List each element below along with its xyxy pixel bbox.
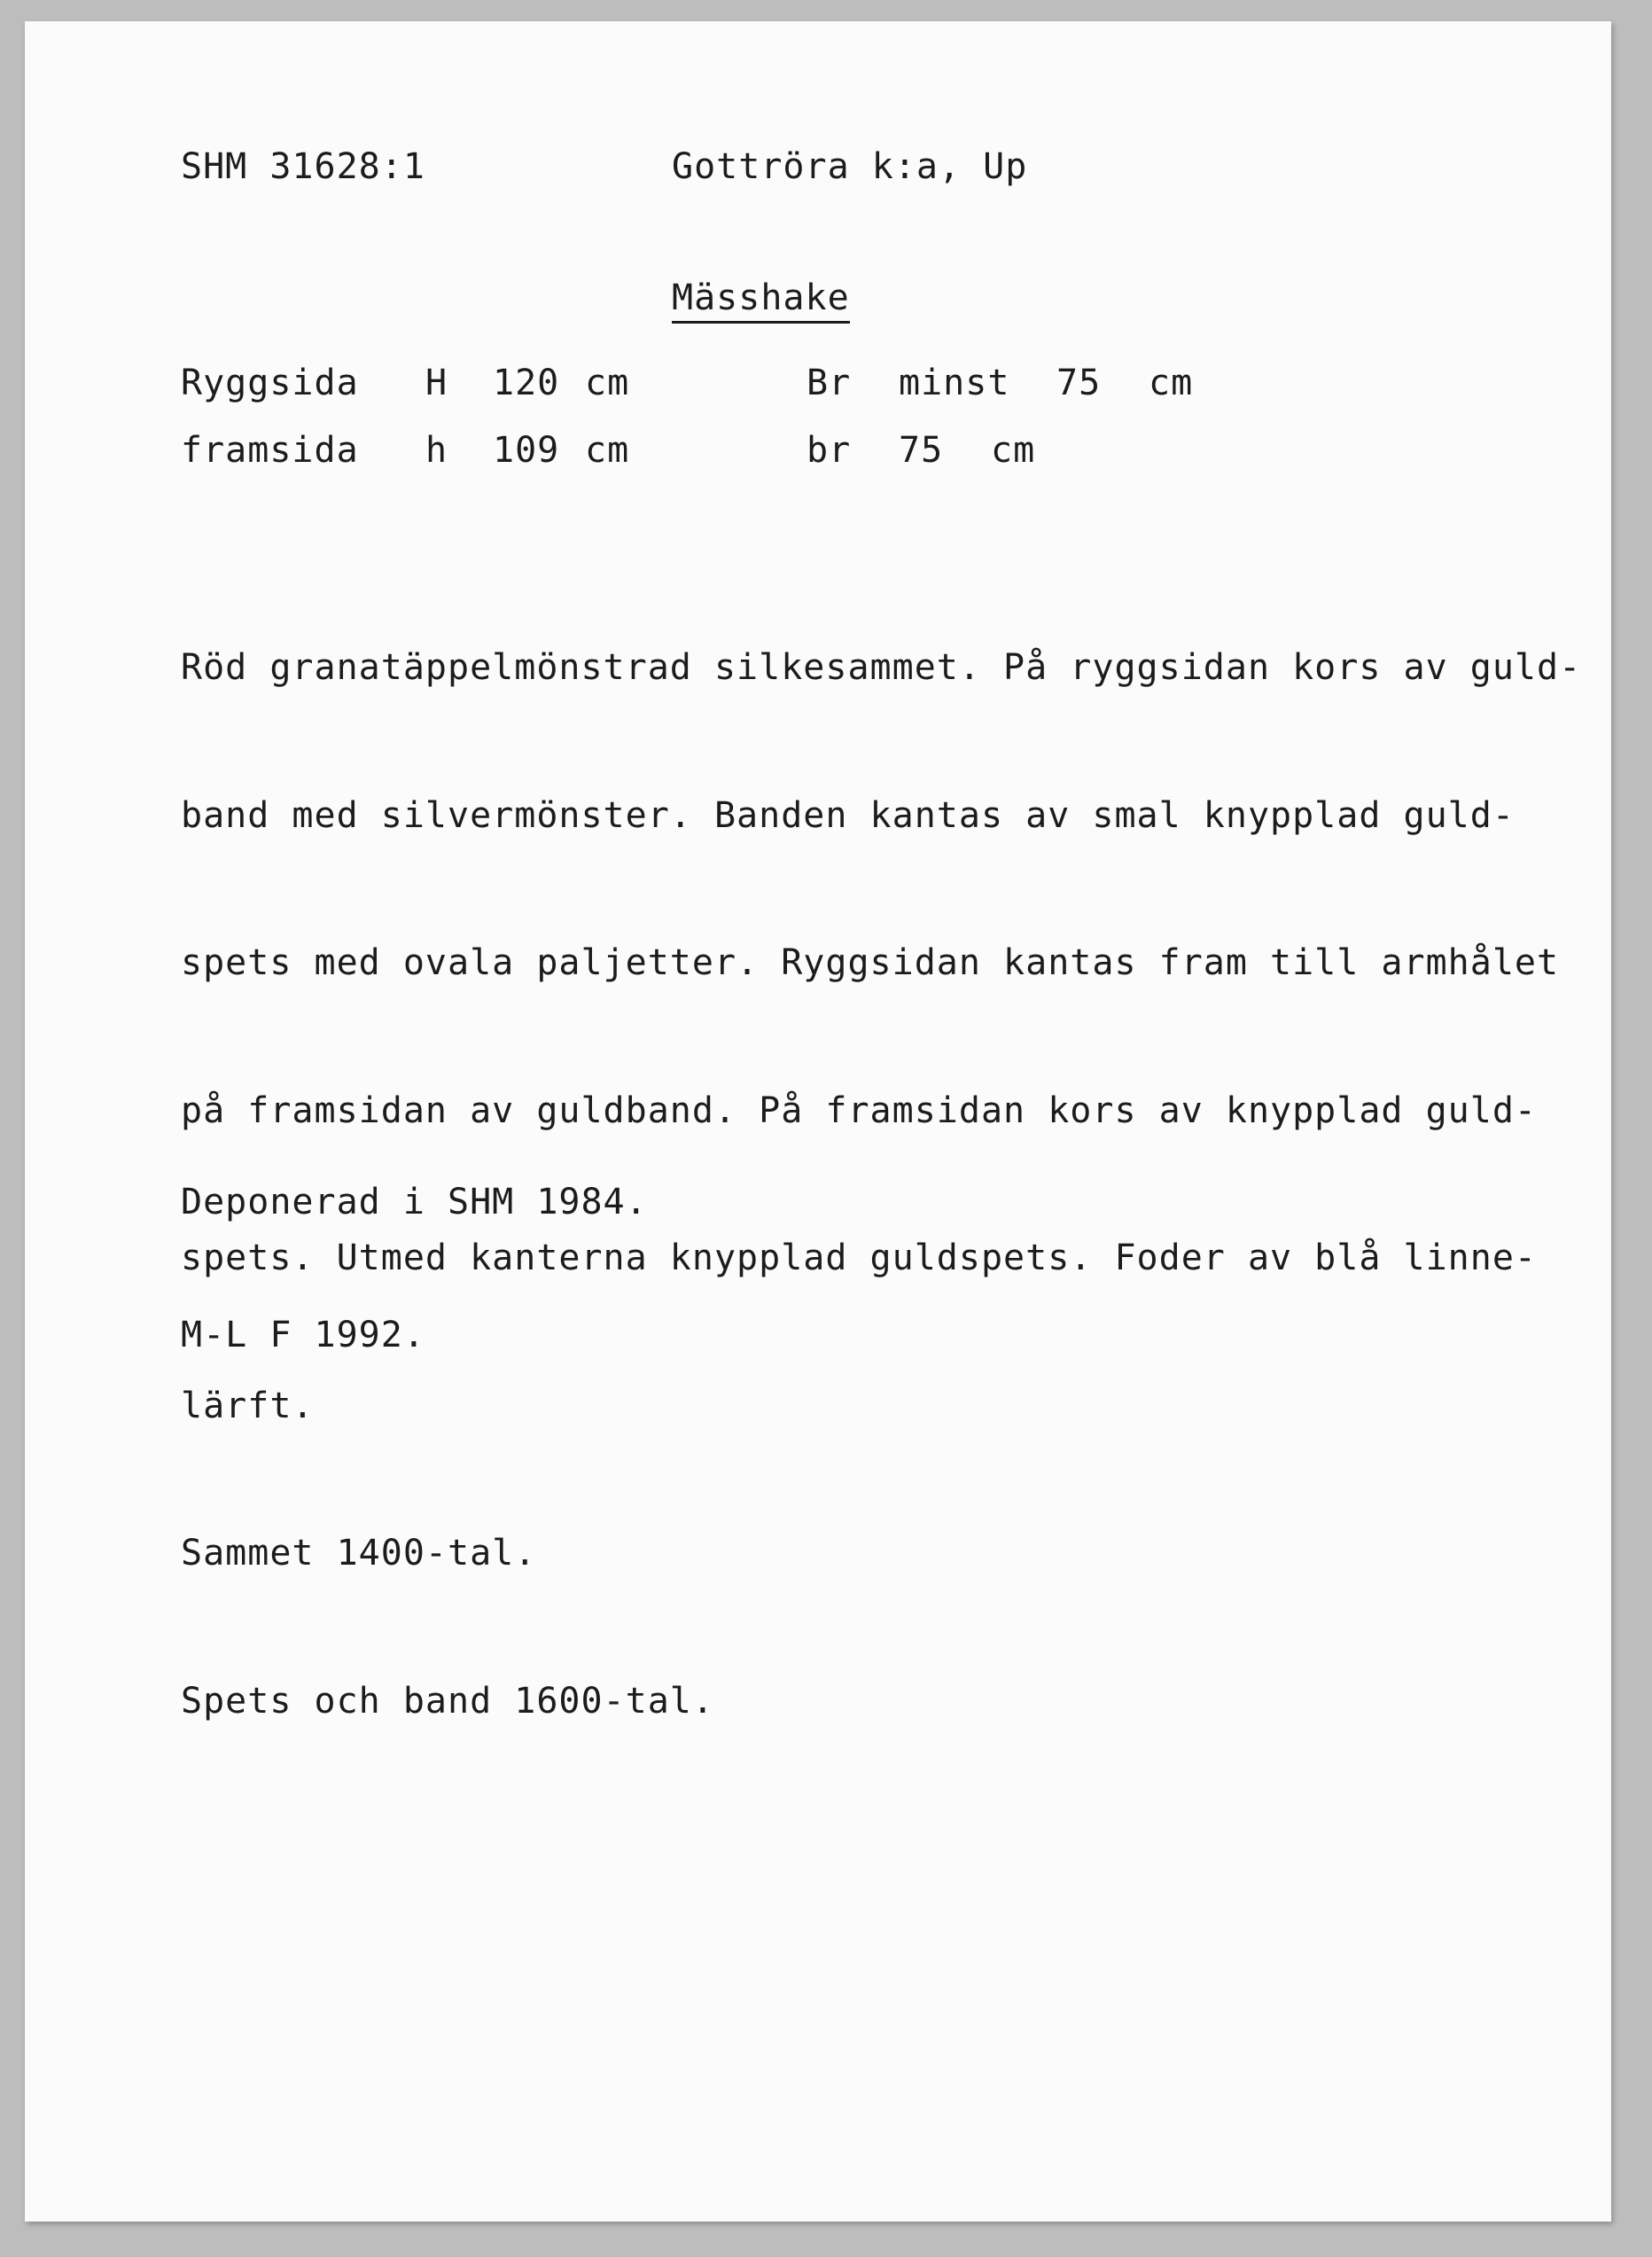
inventory-number: SHM 31628:1 <box>181 146 425 187</box>
dating-line: Spets och band 1600-tal. <box>181 1680 714 1722</box>
width-unit: cm <box>1149 363 1194 403</box>
signature: M-L F 1992. <box>181 1315 425 1355</box>
document-page <box>25 21 1611 2222</box>
width-label: Br <box>807 363 852 403</box>
description-line: lärft. <box>181 1385 315 1426</box>
description-line: band med silvermönster. Banden kantas av smal knypplad guld- <box>181 794 1515 836</box>
description-line: spets med ovala paljetter. Ryggsidan kantas fram till armhålet <box>181 942 1560 983</box>
height-unit: cm <box>585 430 630 471</box>
side-label: Ryggsida <box>181 363 359 403</box>
height-value: 109 <box>493 430 560 471</box>
description-line: Röd granatäppelmönstrad silkesammet. På ryggsidan kors av guld- <box>181 647 1582 688</box>
location: Gottröra k:a, Up <box>672 146 1028 187</box>
width-value: 75 <box>899 430 944 471</box>
description-line: spets. Utmed kanterna knypplad guldspets. Foder av blå linne- <box>181 1238 1538 1278</box>
side-label: framsida <box>181 430 359 471</box>
width-label: br <box>807 430 852 471</box>
description-line: på framsidan av guldband. På framsidan kors av knypplad guld- <box>181 1089 1538 1131</box>
height-label: h <box>425 430 448 471</box>
height-value: 120 <box>493 363 560 403</box>
width-unit: cm <box>991 430 1036 471</box>
width-value: 75 <box>1056 363 1102 403</box>
dating-line: Sammet 1400-tal. <box>181 1533 537 1574</box>
deposit-note: Deponerad i SHM 1984. <box>181 1182 648 1222</box>
document-title: Mässhake <box>672 277 850 324</box>
width-qualifier: minst <box>899 363 1010 403</box>
height-unit: cm <box>585 363 630 403</box>
height-label: H <box>425 363 448 403</box>
